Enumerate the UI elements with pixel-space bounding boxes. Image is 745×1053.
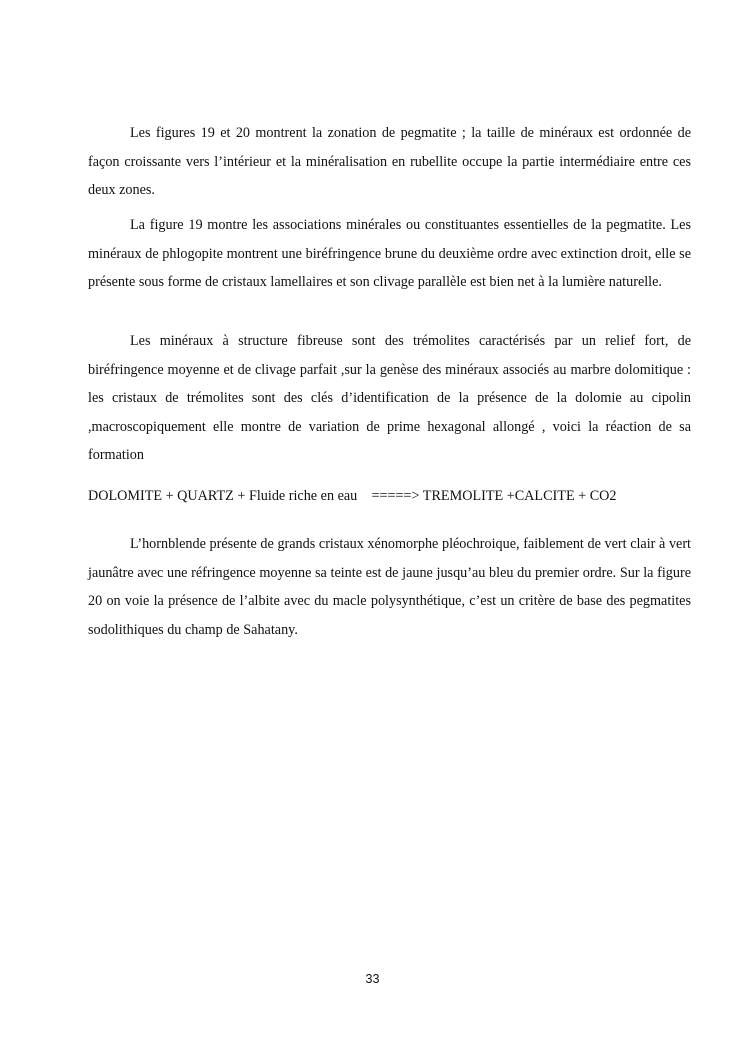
equation-products: TREMOLITE +CALCITE + CO2 bbox=[422, 488, 617, 504]
paragraph-zonation: Les figures 19 et 20 montrent la zonation de pegmatite ; la taille de minéraux est ordonnée de façon croissante vers l’intérieur et la minéralisation en rubellite occupe la partie intermédiaire entre ces deux zones. bbox=[88, 125, 691, 199]
reaction-equation bbox=[88, 482, 617, 510]
equation-reactants: DOLOMITE + QUARTZ + Fluide riche en eau bbox=[88, 488, 358, 504]
page-number: 33 bbox=[365, 972, 380, 986]
paragraph-tremolite: Les minéraux à structure fibreuse sont des trémolites caractérisés par un relief fort, de biréfringence moyenne et de clivage parfait ,sur la genèse des minéraux associés au marbre dolomitique : les cristaux de trémolites sont des clés d’identification de la présence de la dolomie au cipolin ,macroscopiquement elle montre de variation de prime hexagonal allongé , voici la réaction de sa formation bbox=[88, 333, 691, 464]
paragraph-phlogopite: La figure 19 montre les associations minérales ou constituantes essentielles de la pegmatite. Les minéraux de phlogopite montrent une biréfringence brune du deuxième ordre avec extinction droit, elle se présente sous forme de cristaux lamellaires et son clivage parallèle est bien net à la lumière naturelle. bbox=[88, 217, 691, 291]
paragraph-hornblende: L’hornblende présente de grands cristaux xénomorphe pléochroique, faiblement de vert clair à vert jaunâtre avec une réfringence moyenne sa teinte est de jaune jusqu’au bleu du premier ordre. Sur la figure 20 on voie la présence de l’albite avec du macle polysynthétique, c’est un critère de base des pegmatites sodolithiques du champ de Sahatany. bbox=[88, 536, 691, 638]
equation-arrow: =====> bbox=[371, 488, 420, 504]
